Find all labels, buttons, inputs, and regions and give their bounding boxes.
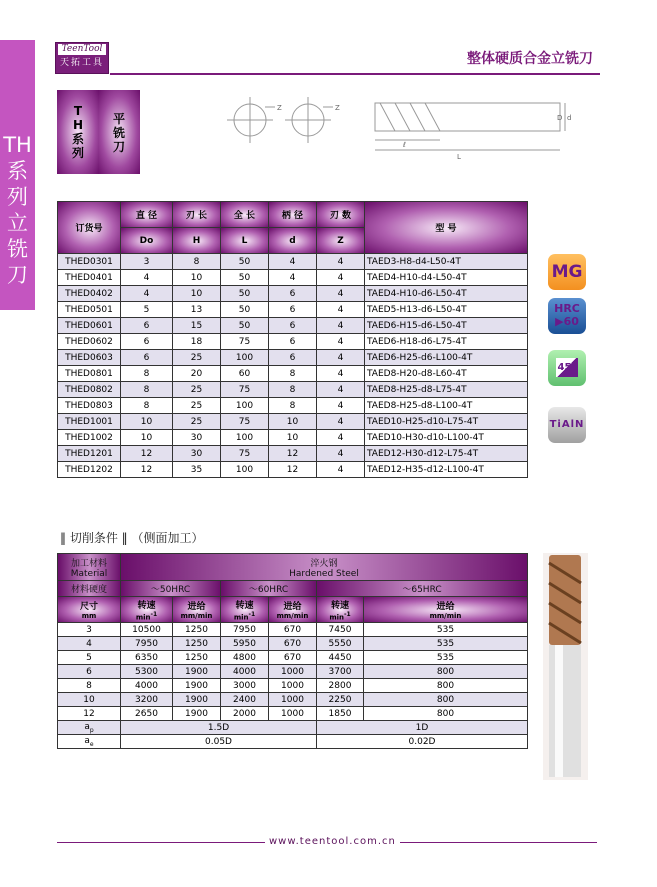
end-mill-photo (543, 553, 588, 780)
col-subheader: H (173, 228, 221, 254)
table-cell: THED1002 (58, 430, 121, 446)
table-cell: 18 (173, 334, 221, 350)
table-cell: 1000 (269, 665, 317, 679)
table-cell: THED0401 (58, 270, 121, 286)
table-cell: THED1001 (58, 414, 121, 430)
table-row (58, 254, 528, 270)
speed-label: 转速 (235, 600, 254, 611)
table-cell: 535 (364, 623, 528, 637)
table-cell: 35 (173, 462, 221, 478)
hardness-50: ～50HRC (121, 581, 221, 597)
col-header-shank: 柄 径 (269, 202, 317, 228)
table-row (58, 366, 528, 382)
table-cell: 4 (317, 414, 365, 430)
feed-unit: mm/min (180, 612, 213, 620)
col-header-flutes: 刃 数 (317, 202, 365, 228)
type-char: 铣 (112, 126, 125, 140)
table-cell: TAED10-H25-d10-L75-4T (365, 414, 528, 430)
table-cell: 12 (58, 707, 121, 721)
speed-header (121, 597, 173, 623)
table-cell: 670 (269, 623, 317, 637)
table-cell: 4 (317, 350, 365, 366)
diagram-label-D: D (557, 114, 563, 122)
diagram-label-z1: Z (277, 104, 282, 112)
table-cell: 4 (317, 318, 365, 334)
table-cell: 6 (121, 318, 173, 334)
table-cell: THED0501 (58, 302, 121, 318)
table-cell: 3 (121, 254, 173, 270)
table-row (58, 350, 528, 366)
table-cell: 8 (269, 366, 317, 382)
ap-value-1: 1.5D (121, 721, 317, 735)
ae-label (58, 735, 121, 749)
table-cell: 60 (221, 366, 269, 382)
table-cell: THED1202 (58, 462, 121, 478)
table-cell: 50 (221, 270, 269, 286)
table-cell: 5550 (317, 637, 364, 651)
table-cell: TAED4-H10-d6-L50-4T (365, 286, 528, 302)
table-cell: 4 (317, 254, 365, 270)
table-row (58, 462, 528, 478)
col-header-flute-length: 刃 长 (173, 202, 221, 228)
sidebar-char: TH (3, 133, 32, 157)
helix-angle-text: 45° (556, 358, 579, 377)
feed-header (364, 597, 528, 623)
table-cell: 10 (173, 286, 221, 302)
section-title: ‖ 切削条件 ‖ （侧面加工） (60, 531, 204, 545)
feed-header (269, 597, 317, 623)
feed-header (173, 597, 221, 623)
speed-unit (121, 611, 172, 621)
series-char: H (72, 118, 84, 132)
table-cell: 6 (269, 286, 317, 302)
table-cell: 10 (269, 414, 317, 430)
table-cell: 100 (221, 398, 269, 414)
speed-unit-text: min (233, 613, 249, 622)
table-cell: 4450 (317, 651, 364, 665)
table-cell: 10 (121, 414, 173, 430)
table-cell: THED0602 (58, 334, 121, 350)
sidebar-series-label (0, 40, 35, 310)
mg-badge: MG (548, 254, 586, 290)
table-cell: 4 (317, 446, 365, 462)
table-cell: 8 (269, 398, 317, 414)
material-cn: 淬火钢 (310, 558, 338, 569)
table-row (58, 637, 528, 651)
table-cell: 3700 (317, 665, 364, 679)
table-cell: 4 (317, 430, 365, 446)
table-cell: THED0803 (58, 398, 121, 414)
table-row (58, 693, 528, 707)
table-cell: TAED12-H35-d12-L100-4T (365, 462, 528, 478)
table-cell: 800 (364, 707, 528, 721)
table-cell: TAED8-H25-d8-L75-4T (365, 382, 528, 398)
material-value (121, 554, 528, 581)
table-cell: 13 (173, 302, 221, 318)
col-header-model: 型 号 (365, 202, 528, 254)
table-row (58, 651, 528, 665)
logo (55, 42, 109, 74)
series-box (57, 90, 99, 174)
table-cell: TAED10-H30-d10-L100-4T (365, 430, 528, 446)
table-cell: 1000 (269, 679, 317, 693)
table-cell: 1900 (173, 707, 221, 721)
material-label-cn: 加工材料 (70, 558, 107, 569)
table-cell: THED0603 (58, 350, 121, 366)
type-char: 刀 (112, 140, 125, 154)
hardness-65: ～65HRC (317, 581, 528, 597)
col-header-code: 订货号 (58, 202, 121, 254)
tool-diagram (225, 95, 575, 170)
cutting-conditions-table (57, 553, 528, 749)
helix-angle-badge (548, 350, 586, 386)
table-cell: 8 (58, 679, 121, 693)
speed-label: 转速 (137, 600, 156, 611)
table-cell: 10 (58, 693, 121, 707)
speed-header (221, 597, 269, 623)
table-cell: 10 (269, 430, 317, 446)
table-cell: 4000 (221, 665, 269, 679)
speed-header (317, 597, 364, 623)
table-cell: 4 (317, 462, 365, 478)
size-label: 尺寸 (79, 602, 98, 612)
table-cell: 8 (173, 254, 221, 270)
table-cell: TAED12-H30-d12-L75-4T (365, 446, 528, 462)
table-row (58, 334, 528, 350)
col-subheader: d (269, 228, 317, 254)
table-cell: 6 (121, 334, 173, 350)
table-cell: 800 (364, 665, 528, 679)
table-cell: 8 (121, 382, 173, 398)
table-row (58, 382, 528, 398)
table-cell: 800 (364, 679, 528, 693)
table-cell: 2800 (317, 679, 364, 693)
table-cell: 6 (269, 350, 317, 366)
table-cell: 6 (269, 334, 317, 350)
table-row (58, 707, 528, 721)
table-cell: 4 (317, 382, 365, 398)
table-cell: TAED8-H20-d8-L60-4T (365, 366, 528, 382)
feed-label: 进给 (283, 602, 302, 612)
table-cell: 4 (317, 270, 365, 286)
table-row (58, 318, 528, 334)
hrc-badge (548, 298, 586, 334)
feed-label: 进给 (436, 602, 455, 612)
table-cell: 670 (269, 637, 317, 651)
table-cell: 7950 (121, 637, 173, 651)
table-cell: 4 (121, 286, 173, 302)
table-cell: 75 (221, 334, 269, 350)
table-cell: 25 (173, 350, 221, 366)
table-cell: 535 (364, 651, 528, 665)
sidebar-char: 系 (7, 159, 28, 183)
table-cell: 5 (58, 651, 121, 665)
table-cell: 7950 (221, 623, 269, 637)
table-cell: 1250 (173, 637, 221, 651)
table-cell: 1000 (269, 693, 317, 707)
table-cell: 12 (121, 462, 173, 478)
header-divider (110, 73, 600, 75)
table-cell: THED0301 (58, 254, 121, 270)
table-cell: 25 (173, 398, 221, 414)
table-cell: 50 (221, 318, 269, 334)
diagram-label-z2: Z (335, 104, 340, 112)
size-header (58, 597, 121, 623)
table-cell: TAED3-H8-d4-L50-4T (365, 254, 528, 270)
table-cell: 8 (269, 382, 317, 398)
table-cell: 2000 (221, 707, 269, 721)
table-cell: 6 (269, 318, 317, 334)
table-cell: 1250 (173, 623, 221, 637)
hrc-text: HRC (554, 302, 580, 315)
table-cell: 4 (58, 637, 121, 651)
table-cell: THED0801 (58, 366, 121, 382)
table-cell: 4 (269, 254, 317, 270)
table-cell: 7450 (317, 623, 364, 637)
table-cell: THED0601 (58, 318, 121, 334)
table-cell: 75 (221, 382, 269, 398)
table-cell: 75 (221, 414, 269, 430)
table-cell: 12 (269, 446, 317, 462)
table-row (58, 414, 528, 430)
series-char: T (73, 104, 83, 118)
table-cell: 30 (173, 430, 221, 446)
table-cell: 1250 (173, 651, 221, 665)
ae-value-1: 0.05D (121, 735, 317, 749)
table-cell: TAED6-H18-d6-L75-4T (365, 334, 528, 350)
table-row (58, 665, 528, 679)
table-cell: 3000 (221, 679, 269, 693)
table-cell: 20 (173, 366, 221, 382)
table-cell: 3200 (121, 693, 173, 707)
table-cell: 75 (221, 446, 269, 462)
hardness-label: 材料硬度 (58, 581, 121, 597)
table-cell: 10500 (121, 623, 173, 637)
material-label (58, 554, 121, 581)
series-char: 列 (71, 146, 84, 160)
speed-unit-exp: -1 (248, 610, 256, 618)
speed-label: 转速 (330, 600, 349, 611)
table-cell: TAED8-H25-d8-L100-4T (365, 398, 528, 414)
table-cell: 8 (121, 366, 173, 382)
feed-label: 进给 (187, 602, 206, 612)
table-cell: 4 (269, 270, 317, 286)
table-cell: THED0402 (58, 286, 121, 302)
table-cell: 100 (221, 350, 269, 366)
speed-unit (221, 611, 268, 621)
table-cell: TAED6-H15-d6-L50-4T (365, 318, 528, 334)
table-cell: 5 (121, 302, 173, 318)
table-cell: TAED4-H10-d4-L50-4T (365, 270, 528, 286)
ap-sub: p (89, 726, 94, 734)
table-cell: 4800 (221, 651, 269, 665)
table-cell: 4 (317, 398, 365, 414)
table-row (58, 302, 528, 318)
speed-unit (317, 611, 363, 621)
table-cell: 8 (121, 398, 173, 414)
logo-cn: 天拓工具 (59, 58, 104, 68)
ae-a: a (84, 735, 90, 746)
feed-unit: mm/min (429, 612, 462, 620)
table-cell: 1900 (173, 693, 221, 707)
sidebar-char: 立 (7, 211, 28, 235)
table-cell: 10 (121, 430, 173, 446)
table-row (58, 446, 528, 462)
table-cell: 4000 (121, 679, 173, 693)
table-cell: 1000 (269, 707, 317, 721)
table-cell: 6 (58, 665, 121, 679)
sidebar-char: 列 (7, 185, 28, 209)
col-header-total-length: 全 长 (221, 202, 269, 228)
table-cell: 4 (317, 366, 365, 382)
size-unit: mm (81, 612, 97, 620)
table-cell: 4 (317, 334, 365, 350)
table-cell: TAED5-H13-d6-L50-4T (365, 302, 528, 318)
table-row (58, 679, 528, 693)
table-cell: 1900 (173, 665, 221, 679)
table-row (58, 430, 528, 446)
table-cell: 2400 (221, 693, 269, 707)
col-subheader: Do (121, 228, 173, 254)
speed-unit-text: min (329, 613, 344, 622)
table-cell: THED0802 (58, 382, 121, 398)
table-row (58, 623, 528, 637)
table-cell: 800 (364, 693, 528, 707)
table-cell: 2650 (121, 707, 173, 721)
ap-label (58, 721, 121, 735)
table-cell: 50 (221, 254, 269, 270)
table-cell: 6 (269, 302, 317, 318)
series-char: 系 (71, 132, 84, 146)
diagram-label-L: L (457, 153, 461, 161)
col-subheader: L (221, 228, 269, 254)
spec-table (57, 201, 528, 478)
speed-unit-exp: -1 (344, 610, 351, 618)
material-en: Hardened Steel (289, 568, 359, 579)
logo-en: TeenTool (58, 44, 106, 55)
table-cell: 10 (173, 270, 221, 286)
ae-sub: e (89, 740, 94, 748)
footer-url[interactable]: www.teentool.com.cn (265, 836, 400, 847)
table-cell: 535 (364, 637, 528, 651)
table-cell: 25 (173, 382, 221, 398)
sidebar-char: 铣 (7, 237, 28, 261)
table-row (58, 270, 528, 286)
diagram-label-l: ℓ (403, 141, 406, 149)
ae-value-2: 0.02D (317, 735, 528, 749)
table-cell: 670 (269, 651, 317, 665)
table-cell: 4 (317, 286, 365, 302)
type-char: 平 (112, 112, 125, 126)
table-cell: 50 (221, 286, 269, 302)
table-cell: 2250 (317, 693, 364, 707)
table-cell: 50 (221, 302, 269, 318)
type-box (98, 90, 140, 174)
table-cell: 5300 (121, 665, 173, 679)
table-cell: 30 (173, 446, 221, 462)
table-cell: 6350 (121, 651, 173, 665)
speed-unit-text: min (135, 613, 151, 622)
col-subheader: Z (317, 228, 365, 254)
table-row (58, 398, 528, 414)
material-label-en: Material (70, 568, 108, 579)
ap-value-2: 1D (317, 721, 528, 735)
table-cell: 3 (58, 623, 121, 637)
table-cell: 1900 (173, 679, 221, 693)
table-cell: 12 (121, 446, 173, 462)
sidebar-char: 刀 (7, 263, 28, 287)
table-cell: 4 (317, 302, 365, 318)
table-cell: 4 (121, 270, 173, 286)
hardness-60: ～60HRC (221, 581, 317, 597)
hrc-value: ▶60 (555, 315, 579, 328)
col-header-diameter: 直 径 (121, 202, 173, 228)
table-cell: 12 (269, 462, 317, 478)
ap-a: a (84, 721, 90, 732)
table-cell: 1850 (317, 707, 364, 721)
table-cell: 100 (221, 462, 269, 478)
table-cell: 6 (121, 350, 173, 366)
table-cell: 5950 (221, 637, 269, 651)
speed-unit-exp: -1 (150, 610, 158, 618)
page-title: 整体硬质合金立铣刀 (467, 51, 593, 67)
feed-unit: mm/min (276, 612, 309, 620)
table-cell: 15 (173, 318, 221, 334)
table-row (58, 286, 528, 302)
table-cell: 25 (173, 414, 221, 430)
table-cell: TAED6-H25-d6-L100-4T (365, 350, 528, 366)
table-cell: 100 (221, 430, 269, 446)
coating-badge: TiAlN (548, 407, 586, 443)
table-cell: THED1201 (58, 446, 121, 462)
diagram-label-d: d (567, 114, 572, 122)
